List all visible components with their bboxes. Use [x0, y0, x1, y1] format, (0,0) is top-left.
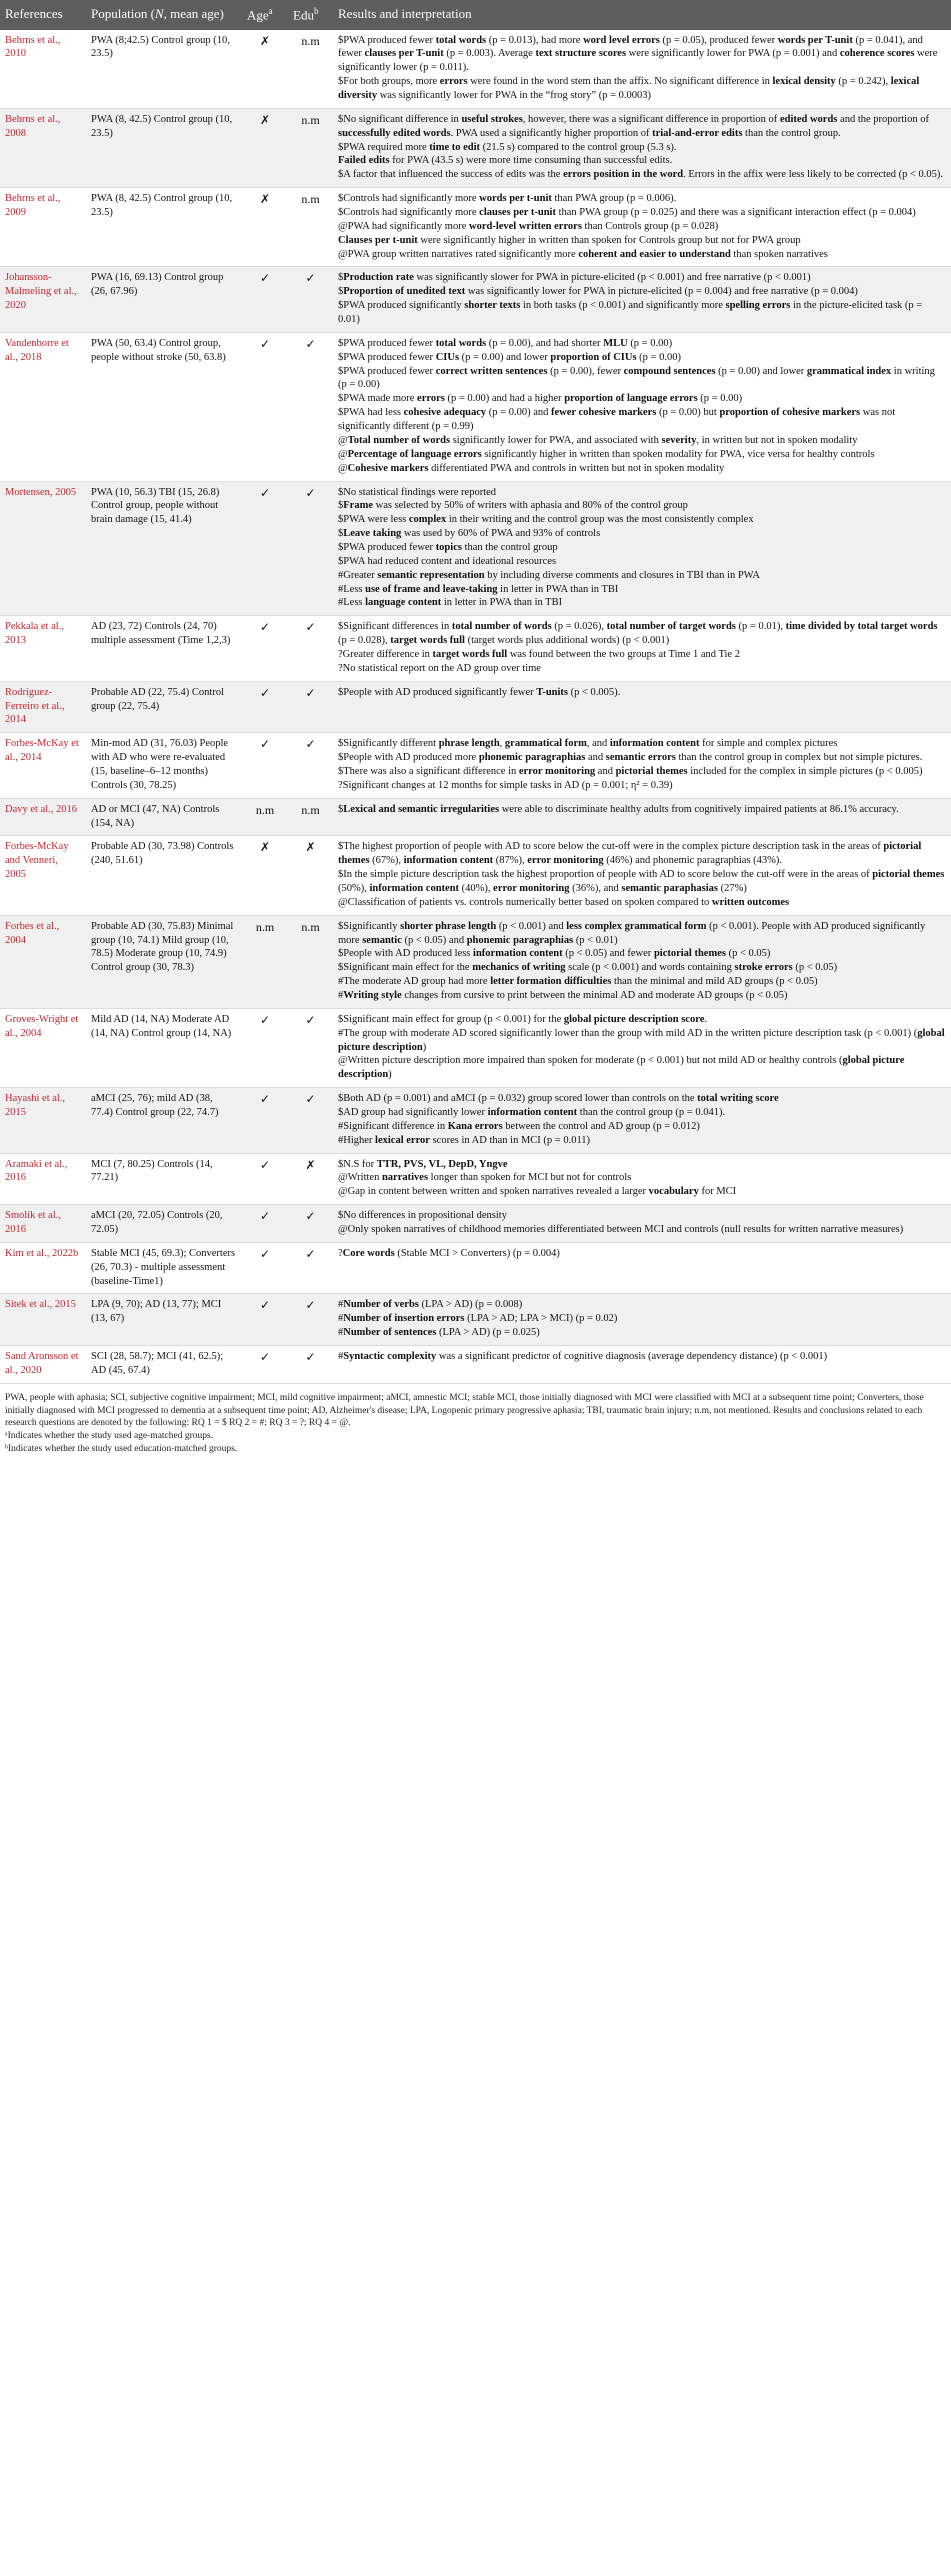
result-line: @Total number of words significantly lower for PWA, and associated with severity, in written but not in spoken modality — [338, 434, 858, 446]
result-line: #Higher lexical error scores in AD than in MCI (p = 0.011) — [338, 1134, 591, 1146]
reference-link[interactable]: Forbes-McKay and Venneri, 2005 — [0, 836, 86, 915]
population-cell: aMCI (25, 76); mild AD (38, 77.4) Control group (22, 74.7) — [86, 1088, 242, 1153]
edu-matched-mark: ✓ — [288, 1008, 333, 1087]
reference-link[interactable]: Behrns et al., 2009 — [0, 188, 86, 267]
result-line: $Controls had significantly more words per t-unit than PWA group (p = 0.006). — [338, 193, 677, 205]
results-cell — [333, 1153, 951, 1205]
table-row — [0, 1153, 951, 1205]
result-line: $Significantly shorter phrase length (p < 0.001) and less complex grammatical form (p < 0.001). People with AD produced significantly more semantic (p < 0.05) and phonemic paragraphias (p < 0.01) — [338, 920, 926, 946]
table-row — [0, 30, 951, 109]
results-cell — [333, 836, 951, 915]
result-line: $Significant main effect for the mechanics of writing scale (p < 0.001) and words containing stroke errors (p < 0.05) — [338, 962, 838, 974]
header-edu: Edu$^b$ — [288, 0, 333, 30]
result-line: $Frame was selected by 50% of writers with aphasia and 80% of the control group — [338, 500, 688, 512]
table-row — [0, 1088, 951, 1153]
result-line: ?Greater difference in target words full was found between the two groups at Time 1 and Tie 2 — [338, 648, 740, 660]
table-row — [0, 1205, 951, 1243]
reference-link[interactable]: Aramaki et al., 2016 — [0, 1153, 86, 1205]
population-cell: Mild AD (14, NA) Moderate AD (14, NA) Control group (14, NA) — [86, 1008, 242, 1087]
population-cell: Probable AD (30, 75.83) Minimal group (10, 74.1) Mild group (10, 78.5) Moderate group (10, 74.9) Control group (30, 78.3) — [86, 915, 242, 1008]
result-line: $Both AD (p = 0.001) and aMCI (p = 0.032) group scored lower than controls on the total writing score — [338, 1093, 779, 1105]
result-line: #Number of verbs (LPA > AD) (p = 0.008) — [338, 1299, 523, 1311]
results-cell — [333, 332, 951, 481]
reference-link[interactable]: Sand Aronsson et al., 2020 — [0, 1346, 86, 1384]
results-cell — [333, 1008, 951, 1087]
result-line: $PWA produced fewer correct written sentences (p = 0.00), fewer compound sentences (p = 0.00) and lower grammatical index in writing (p = 0.00) — [338, 365, 935, 391]
reference-link[interactable]: Johansson-Malmeling et al., 2020 — [0, 267, 86, 332]
result-line: ?Core words (Stable MCI > Converters) (p = 0.004) — [338, 1247, 560, 1259]
edu-matched-mark: ✓ — [288, 1294, 333, 1346]
result-line: #Syntactic complexity was a significant predictor of cognitive diagnosis (average dependency distance) (p < 0.001) — [338, 1351, 828, 1363]
age-matched-mark: ✓ — [242, 1294, 288, 1346]
result-line: $People with AD produced more phonemic paragraphias and semantic errors than the control group in complex but not simple pictures. — [338, 752, 923, 764]
header-age: Age$^a$ — [242, 0, 288, 30]
reference-link[interactable]: Davy et al., 2016 — [0, 798, 86, 836]
population-cell: PWA (10, 56.3) TBI (15, 26.8) Control group, people without brain damage (15, 41.4) — [86, 481, 242, 616]
age-matched-mark: ✓ — [242, 1153, 288, 1205]
reference-link[interactable]: Mortensen, 2005 — [0, 481, 86, 616]
age-matched-mark: ✓ — [242, 1242, 288, 1294]
result-line: $People with AD produced less information content (p < 0.05) and fewer pictorial themes (p < 0.05) — [338, 948, 771, 960]
table-row — [0, 108, 951, 187]
reference-link[interactable]: Behrns et al., 2008 — [0, 108, 86, 187]
edu-matched-mark: n.m — [288, 108, 333, 187]
reference-link[interactable]: Groves-Wright et al., 2004 — [0, 1008, 86, 1087]
result-line: $PWA produced significantly shorter texts in both tasks (p < 0.001) and significantly more spelling errors in the picture-elicited task (p = 0.01) — [338, 300, 923, 326]
result-line: @Classification of patients vs. controls numerically better based on spoken compared to written outcomes — [338, 896, 790, 908]
footnote-abbreviations: PWA, people with aphasia; SCI, subjective cognitive impairment; MCI, mild cognitive impairment; aMCI, amnestic MCI; stable MCI, those initially diagnosed with MCI were classified with MCI at a subsequent time point; Converters, those initially diagnosed with MCI progressed to dementia at a subsequent time point; AD, Alzheimer's disease; LPA, Logopenic primary progressive aphasia; TBI, traumatic brain injury; n.m, not mentioned. Results and conclusions related to each research questions are denoted by the following: RQ 1 = $ RQ 2 = #; RQ 3 = ?; RQ 4 = @. — [5, 1392, 924, 1429]
age-matched-mark: ✗ — [242, 188, 288, 267]
age-matched-mark: ✓ — [242, 681, 288, 733]
result-line: Clauses per t-unit were significantly higher in written than spoken for Controls group but not for PWA group — [338, 234, 801, 246]
results-cell — [333, 681, 951, 733]
results-cell — [333, 267, 951, 332]
result-line: #Significant difference in Kana errors between the control and AD group (p = 0.012) — [338, 1120, 700, 1132]
age-matched-mark: ✓ — [242, 481, 288, 616]
population-cell: Probable AD (30, 73.98) Controls (240, 51.61) — [86, 836, 242, 915]
result-line: #Number of sentences (LPA > AD) (p = 0.025) — [338, 1327, 540, 1339]
result-line: @Percentage of language errors significantly higher in written than spoken modality for PWA, vice versa for healthy controls — [338, 448, 875, 460]
population-cell: PWA (8, 42.5) Control group (10, 23.5) — [86, 108, 242, 187]
population-cell: Probable AD (22, 75.4) Control group (22, 75.4) — [86, 681, 242, 733]
reference-link[interactable]: Rodríguez-Ferreiro et al., 2014 — [0, 681, 86, 733]
population-cell: PWA (16, 69.13) Control group (26, 67.96) — [86, 267, 242, 332]
result-line: Failed edits for PWA (43.5 s) were more time consuming than successful edits. — [338, 155, 673, 167]
result-line: $PWA produced fewer topics than the control group — [338, 541, 558, 553]
header-population: Population (N, mean age) — [86, 0, 242, 30]
age-matched-mark: n.m — [242, 798, 288, 836]
table-row — [0, 1294, 951, 1346]
result-line: $PWA produced fewer total words (p = 0.00), and had shorter MLU (p = 0.00) — [338, 337, 673, 349]
result-line: ?No statistical report on the AD group over time — [338, 662, 541, 674]
reference-link[interactable]: Behrns et al., 2010 — [0, 30, 86, 109]
result-line: $Proportion of unedited text was significantly lower for PWA in picture-elicited (p = 0.004) and free narrative (p = 0.004) — [338, 286, 858, 298]
edu-matched-mark: n.m — [288, 798, 333, 836]
result-line: #The moderate AD group had more letter formation difficulties than the minimal and mild AD groups (p < 0.05) — [338, 976, 818, 988]
result-line: #The group with moderate AD scored significantly lower than the group with mild AD in the written picture description task (p < 0.001) (global picture description) — [338, 1027, 945, 1053]
result-line: $Leave taking was used by 60% of PWA and 93% of controls — [338, 528, 601, 540]
result-line: #Number of insertion errors (LPA > AD; LPA > MCI) (p = 0.02) — [338, 1313, 618, 1325]
population-cell: AD (23, 72) Controls (24, 70) multiple assessment (Time 1,2,3) — [86, 616, 242, 681]
age-matched-mark: ✓ — [242, 1205, 288, 1243]
population-cell: Min-mod AD (31, 76.03) People with AD who were re-evaluated (15, baseline–6–12 months) Controls (30, 78.25) — [86, 733, 242, 798]
result-line: $PWA were less complex in their writing and the control group was the most consistently complex — [338, 514, 754, 526]
edu-matched-mark: n.m — [288, 30, 333, 109]
age-matched-mark: ✓ — [242, 1346, 288, 1384]
table-footnotes — [0, 1384, 951, 1460]
table-row — [0, 915, 951, 1008]
reference-link[interactable]: Smolík et al., 2016 — [0, 1205, 86, 1243]
reference-link[interactable]: Vandenborre et al., 2018 — [0, 332, 86, 481]
population-cell: MCI (7, 80.25) Controls (14, 77.21) — [86, 1153, 242, 1205]
table-row — [0, 332, 951, 481]
table-row — [0, 1242, 951, 1294]
edu-matched-mark: n.m — [288, 188, 333, 267]
edu-matched-mark: ✗ — [288, 836, 333, 915]
reference-link[interactable]: Sitek et al., 2015 — [0, 1294, 86, 1346]
age-matched-mark: n.m — [242, 915, 288, 1008]
results-cell — [333, 108, 951, 187]
result-line: $People with AD produced significantly fewer T-units (p < 0.005). — [338, 686, 621, 698]
edu-matched-mark: n.m — [288, 915, 333, 1008]
result-line: $Controls had significantly more clauses per t-unit than PWA group (p = 0.025) and there was a significant interaction effect (p = 0.004) — [338, 207, 916, 219]
result-line: @Gap in content between written and spoken narratives revealed a larger vocabulary for MCI — [338, 1186, 737, 1198]
population-cell: PWA (8;42.5) Control group (10, 23.5) — [86, 30, 242, 109]
results-cell — [333, 1346, 951, 1384]
edu-matched-mark: ✗ — [288, 1153, 333, 1205]
header-references: References — [0, 0, 86, 30]
results-cell — [333, 616, 951, 681]
age-matched-mark: ✓ — [242, 332, 288, 481]
reference-link[interactable]: Kim et al., 2022b — [0, 1242, 86, 1294]
result-line: @PWA group written narratives rated significantly more coherent and easier to understand than spoken narratives — [338, 248, 828, 260]
results-cell — [333, 733, 951, 798]
result-line: @PWA had significantly more word-level written errors than Controls group (p = 0.028) — [338, 220, 719, 232]
result-line: $A factor that influenced the success of edits was the errors position in the word. Errors in the affix were less likely to be corrected (p < 0.05). — [338, 169, 944, 181]
edu-matched-mark: ✓ — [288, 1205, 333, 1243]
result-line: $N.S for TTR, PVS, VL, DepD, Yngve — [338, 1158, 508, 1170]
age-matched-mark: ✓ — [242, 1088, 288, 1153]
footnote-age: ᵃIndicates whether the study used age-matched groups. — [5, 1431, 214, 1442]
reference-link[interactable]: Forbes-McKay et al., 2014 — [0, 733, 86, 798]
result-line: $PWA made more errors (p = 0.00) and had a higher proportion of language errors (p = 0.00) — [338, 393, 743, 405]
age-matched-mark: ✗ — [242, 30, 288, 109]
result-line: $No significant difference in useful strokes, however, there was a significant difference in proportion of edited words and the proportion of successfully edited words. PWA used a significantly higher proportion of trial-and-error edits than the control group. — [338, 113, 929, 139]
result-line: $PWA required more time to edit (21.5 s) compared to the control group (5.3 s). — [338, 141, 677, 153]
population-cell: PWA (50, 63.4) Control group, people without stroke (50, 63.8) — [86, 332, 242, 481]
population-cell: LPA (9, 70); AD (13, 77); MCI (13, 67) — [86, 1294, 242, 1346]
result-line: #Greater semantic representation by including diverse comments and closures in TBI than in PWA — [338, 569, 760, 581]
results-cell — [333, 798, 951, 836]
reference-link[interactable]: Forbes et al., 2004 — [0, 915, 86, 1008]
result-line: $Significant main effect for group (p < 0.001) for the global picture description score. — [338, 1013, 707, 1025]
table-row — [0, 1346, 951, 1384]
edu-matched-mark: ✓ — [288, 733, 333, 798]
results-cell — [333, 1205, 951, 1243]
results-cell — [333, 30, 951, 109]
population-cell: AD or MCI (47, NA) Controls (154, NA) — [86, 798, 242, 836]
table-row — [0, 188, 951, 267]
table-row — [0, 798, 951, 836]
result-line: @Written picture description more impaired than spoken for moderate (p < 0.001) but not mild AD or healthy controls (global picture description) — [338, 1055, 905, 1081]
age-matched-mark: ✓ — [242, 733, 288, 798]
population-cell: SCI (28, 58.7); MCI (41, 62.5); AD (45, 67.4) — [86, 1346, 242, 1384]
result-line: #Less use of frame and leave-taking in letter in PWA than in TBI — [338, 583, 619, 595]
result-line: #Writing style changes from cursive to print between the minimal AD and moderate AD groups (p < 0.05) — [338, 990, 788, 1001]
result-line: $PWA had reduced content and ideational resources — [338, 555, 557, 567]
population-cell: aMCI (20, 72.05) Controls (20, 72.05) — [86, 1205, 242, 1243]
population-cell: PWA (8, 42.5) Control group (10, 23.5) — [86, 188, 242, 267]
table-row — [0, 1008, 951, 1087]
edu-matched-mark: ✓ — [288, 1088, 333, 1153]
header-row — [0, 0, 951, 30]
header-results: Results and interpretation — [333, 0, 951, 30]
result-line: $AD group had significantly lower information content than the control group (p = 0.041). — [338, 1107, 726, 1119]
table-row — [0, 267, 951, 332]
table-row — [0, 733, 951, 798]
result-line: $There was also a significant difference in error monitoring and pictorial themes included for the complex in simple pictures (p < 0.005) — [338, 765, 923, 777]
edu-matched-mark: ✓ — [288, 267, 333, 332]
age-matched-mark: ✗ — [242, 836, 288, 915]
edu-matched-mark: ✓ — [288, 332, 333, 481]
results-cell — [333, 1242, 951, 1294]
edu-matched-mark: ✓ — [288, 481, 333, 616]
table-row — [0, 681, 951, 733]
results-cell — [333, 188, 951, 267]
reference-link[interactable]: Pekkala et al., 2013 — [0, 616, 86, 681]
footnote-edu: ᵇIndicates whether the study used education-matched groups. — [5, 1444, 238, 1455]
result-line: $PWA had less cohesive adequacy (p = 0.00) and fewer cohesive markers (p = 0.00) but proportion of cohesive markers was not significantly different (p = 0.99) — [338, 407, 896, 433]
result-line: $The highest proportion of people with AD to score below the cut-off were in the complex picture description task in the areas of pictorial themes (67%), information content (87%), error monitoring (46%) and phonemic paragraphias (43%). — [338, 841, 922, 867]
result-line: ?Significant changes at 12 months for simple tasks in AD (p = 0.001; η² = 0.39) — [338, 779, 673, 791]
age-matched-mark: ✓ — [242, 267, 288, 332]
results-cell — [333, 915, 951, 1008]
population-cell: Stable MCI (45, 69.3); Converters (26, 70.3) - multiple assessment (baseline-Time1) — [86, 1242, 242, 1294]
table-row — [0, 616, 951, 681]
result-line: $Lexical and semantic irregularities were able to discriminate healthy adults from cognitively impaired patients at 86.1% accuracy. — [338, 803, 899, 815]
result-line: $In the simple picture description task the highest proportion of people with AD to score below the cut-off were in the areas of pictorial themes (50%), information content (40%), error monitoring (36%), and semantic paraphasias (27%) — [338, 869, 945, 894]
result-line: @Written narratives longer than spoken for MCI but not for controls — [338, 1172, 632, 1184]
edu-matched-mark: ✓ — [288, 1346, 333, 1384]
edu-matched-mark: ✓ — [288, 1242, 333, 1294]
result-line: $No differences in propositional density — [338, 1210, 507, 1222]
results-cell — [333, 481, 951, 616]
edu-matched-mark: ✓ — [288, 681, 333, 733]
result-line: $Significant differences in total number of words (p = 0.026), total number of target words (p = 0.01), time divided by total target words (p = 0.028), target words full (target words plus additional words) (p < 0.001) — [338, 621, 938, 647]
result-line: $For both groups, more errors were found in the word stem than the affix. No significant difference in lexical density (p = 0.242), lexical diversity was significantly lower for PWA in the “frog story” (p = 0.0003) — [338, 76, 920, 102]
result-line: #Less language content in letter in PWA than in TBI — [338, 597, 563, 609]
result-line: $Production rate was significantly slower for PWA in picture-elicited (p < 0.001) and free narrative (p < 0.001) — [338, 272, 811, 284]
result-line: @Cohesive markers differentiated PWA and controls in written but not in spoken modality — [338, 462, 725, 474]
result-line: $PWA produced fewer total words (p = 0.013), had more word level errors (p = 0.05), produced fewer words per T-unit (p = 0.041), and fewer clauses per T-unit (p = 0.003). Average text structure scores were significantly lower for PWA (p = 0.001) and coherence scores were significantly lower (p = 0.011). — [338, 34, 938, 74]
table-row — [0, 836, 951, 915]
result-line: $No statistical findings were reported — [338, 486, 497, 498]
age-matched-mark: ✗ — [242, 108, 288, 187]
result-line: $Significantly different phrase length, grammatical form, and information content for simple and complex pictures — [338, 738, 838, 750]
table-row — [0, 481, 951, 616]
edu-matched-mark: ✓ — [288, 616, 333, 681]
age-matched-mark: ✓ — [242, 1008, 288, 1087]
result-line: @Only spoken narratives of childhood memories differentiated between MCI and controls (null results for written narrative measures) — [338, 1224, 904, 1236]
reference-link[interactable]: Hayashi et al., 2015 — [0, 1088, 86, 1153]
results-cell — [333, 1294, 951, 1346]
age-matched-mark: ✓ — [242, 616, 288, 681]
result-line: $PWA produced fewer CIUs (p = 0.00) and lower proportion of CIUs (p = 0.00) — [338, 351, 681, 363]
results-cell — [333, 1088, 951, 1153]
